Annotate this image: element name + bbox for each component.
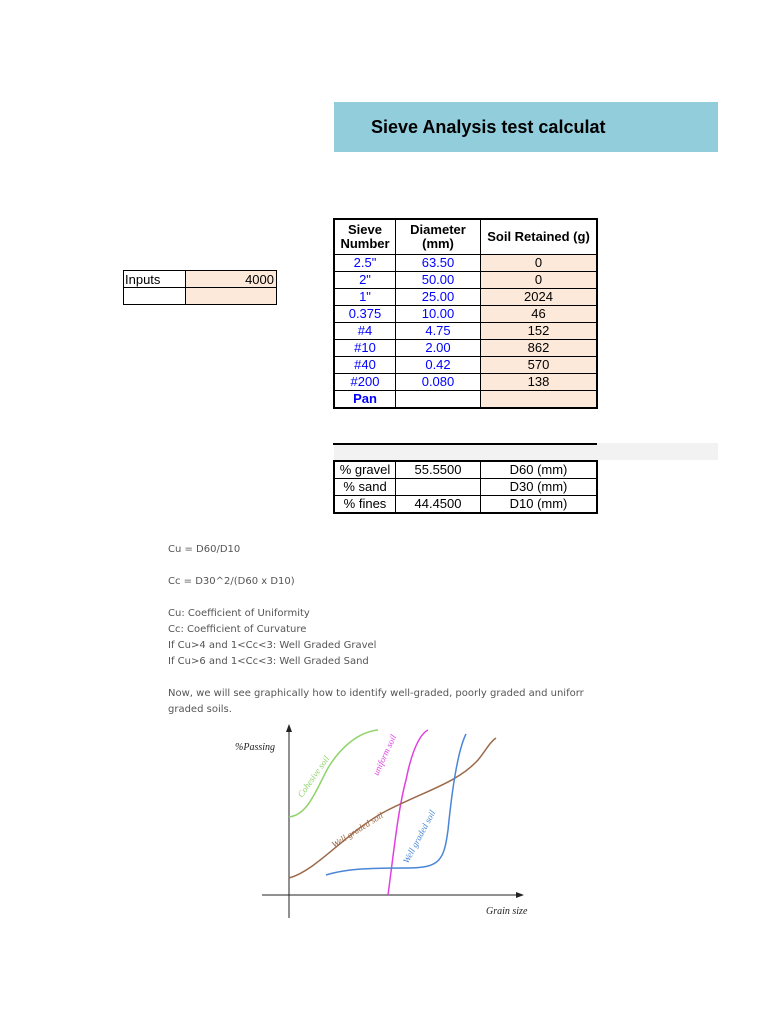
results-table (333, 460, 598, 514)
sieve-cell[interactable]: 0.375 (334, 306, 396, 323)
sieve-cell[interactable]: 2.5" (334, 255, 396, 272)
table-row (334, 496, 597, 514)
diameter-cell[interactable]: 25.00 (396, 289, 481, 306)
diameter-cell[interactable]: 4.75 (396, 323, 481, 340)
curve-well-graded-soil-blue (326, 734, 466, 875)
results-top-border (333, 443, 597, 445)
table-row (334, 255, 597, 272)
y-axis-label: %Passing (235, 742, 275, 753)
table-row (334, 479, 597, 496)
sieve-cell[interactable]: 2" (334, 272, 396, 289)
graph-intro-line2: graded soils. (168, 704, 232, 715)
sheet-title-banner (334, 102, 718, 152)
result-label-cell[interactable]: % fines (334, 496, 396, 514)
result-label-cell[interactable]: % sand (334, 479, 396, 496)
y-axis-arrow-icon (286, 724, 292, 732)
inputs-value-cell[interactable] (186, 288, 277, 305)
cu-definition: Cu: Coefficient of Uniformity (168, 608, 310, 619)
retained-cell[interactable]: 46 (481, 306, 598, 323)
retained-cell[interactable]: 0 (481, 255, 598, 272)
curve-label-uniform: uniform soil (370, 732, 399, 777)
retained-cell[interactable]: 152 (481, 323, 598, 340)
cc-definition: Cc: Coefficient of Curvature (168, 624, 307, 635)
sieve-cell[interactable]: #4 (334, 323, 396, 340)
gradation-curves-graph (228, 720, 538, 925)
result-d-label-cell[interactable]: D60 (mm) (481, 461, 598, 479)
sieve-table (333, 218, 598, 409)
inputs-table (123, 270, 277, 305)
rule-gravel: If Cu>4 and 1<Cc<3: Well Graded Gravel (168, 640, 377, 651)
result-value-cell[interactable]: 55.5500 (396, 461, 481, 479)
curve-label-well-graded-blue: Well graded soil (400, 808, 438, 865)
table-row (124, 288, 277, 305)
retained-cell[interactable]: 138 (481, 374, 598, 391)
inputs-value-cell[interactable]: 4000 (186, 271, 277, 288)
results-header-bar (334, 443, 718, 460)
diameter-cell[interactable]: 0.080 (396, 374, 481, 391)
sieve-cell[interactable]: #200 (334, 374, 396, 391)
x-axis-arrow-icon (516, 892, 524, 898)
curve-uniform-soil (388, 730, 428, 895)
diameter-cell[interactable]: 63.50 (396, 255, 481, 272)
curve-label-well-graded: Well graded soil (329, 810, 385, 850)
table-row (334, 391, 597, 409)
curve-label-cohesive: Cohesive soil (295, 753, 332, 800)
graph-intro-line1: Now, we will see graphically how to identify well-graded, poorly graded and uniforr (168, 688, 584, 699)
result-value-cell[interactable]: 44.4500 (396, 496, 481, 514)
retained-cell[interactable]: 0 (481, 272, 598, 289)
sieve-cell[interactable]: #40 (334, 357, 396, 374)
table-row (334, 306, 597, 323)
result-d-label-cell[interactable]: D30 (mm) (481, 479, 598, 496)
header-sieve-number: Sieve Number (334, 219, 396, 255)
inputs-label-cell[interactable] (124, 288, 186, 305)
rule-sand: If Cu>6 and 1<Cc<3: Well Graded Sand (168, 656, 369, 667)
header-soil-retained: Soil Retained (g) (481, 219, 598, 255)
table-row (334, 461, 597, 479)
cc-formula: Cc = D30^2/(D60 x D10) (168, 576, 295, 587)
table-row (334, 374, 597, 391)
sieve-cell[interactable]: Pan (334, 391, 396, 409)
diameter-cell[interactable]: 50.00 (396, 272, 481, 289)
retained-cell[interactable] (481, 391, 598, 409)
cu-formula: Cu = D60/D10 (168, 544, 241, 555)
diameter-cell[interactable]: 2.00 (396, 340, 481, 357)
header-diameter: Diameter (mm) (396, 219, 481, 255)
result-value-cell[interactable] (396, 479, 481, 496)
retained-cell[interactable]: 862 (481, 340, 598, 357)
result-d-label-cell[interactable]: D10 (mm) (481, 496, 598, 514)
table-row (334, 340, 597, 357)
result-label-cell[interactable]: % gravel (334, 461, 396, 479)
table-row (334, 357, 597, 374)
curve-cohesive-soil (289, 730, 378, 817)
table-header-row (334, 219, 597, 255)
table-row (124, 271, 277, 288)
x-axis-label: Grain size (486, 906, 528, 917)
sieve-cell[interactable]: 1" (334, 289, 396, 306)
retained-cell[interactable]: 570 (481, 357, 598, 374)
retained-cell[interactable]: 2024 (481, 289, 598, 306)
sieve-cell[interactable]: #10 (334, 340, 396, 357)
inputs-label-cell[interactable]: Inputs (124, 271, 186, 288)
diameter-cell[interactable] (396, 391, 481, 409)
table-row (334, 272, 597, 289)
table-row (334, 289, 597, 306)
diameter-cell[interactable]: 10.00 (396, 306, 481, 323)
sheet-title: Sieve Analysis test calculat (371, 117, 606, 137)
diameter-cell[interactable]: 0.42 (396, 357, 481, 374)
table-row (334, 323, 597, 340)
